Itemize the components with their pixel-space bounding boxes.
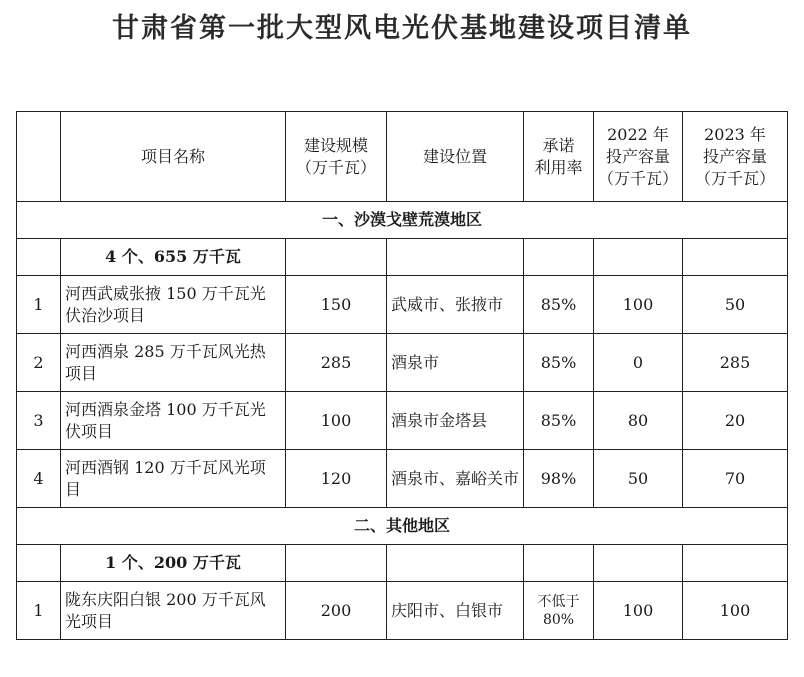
project-name: 河西武威张掖 150 万千瓦光伏治沙项目 (61, 276, 286, 334)
project-rate: 85% (524, 334, 594, 392)
header-2023-line1: 2023 年 (704, 124, 766, 144)
section-summary: 4 个、655 万千瓦 (61, 239, 286, 276)
table-header-row (17, 112, 788, 202)
summary-empty-cell (17, 545, 61, 582)
capacity-2023: 100 (683, 582, 788, 640)
section-summary: 1 个、200 万千瓦 (61, 545, 286, 582)
project-scale: 200 (286, 582, 387, 640)
summary-empty-cell (594, 239, 683, 276)
project-list-table (16, 111, 788, 640)
header-2022 (594, 112, 683, 202)
section-title-row (17, 202, 788, 239)
summary-empty-cell (524, 545, 594, 582)
header-rate (524, 112, 594, 202)
project-name: 河西酒泉 285 万千瓦风光热项目 (61, 334, 286, 392)
project-location: 酒泉市 (387, 334, 524, 392)
capacity-2022: 0 (594, 334, 683, 392)
header-rate-line1: 承诺 (542, 135, 575, 155)
header-scale-line1: 建设规模 (303, 135, 368, 155)
summary-empty-cell (683, 239, 788, 276)
project-name: 陇东庆阳白银 200 万千瓦风光项目 (61, 582, 286, 640)
header-2023 (683, 112, 788, 202)
document-title: 甘肃省第一批大型风电光伏基地建设项目清单 (112, 13, 692, 44)
capacity-2022: 100 (594, 582, 683, 640)
project-rate-line2: 80% (542, 611, 575, 628)
header-location: 建设位置 (387, 112, 524, 202)
row-number: 4 (17, 450, 61, 508)
capacity-2023: 285 (683, 334, 788, 392)
capacity-2022: 100 (594, 276, 683, 334)
section-title: 一、沙漠戈壁荒漠地区 (17, 202, 788, 239)
header-2023-line2: 投产容量 (702, 146, 767, 166)
summary-empty-cell (594, 545, 683, 582)
row-number: 1 (17, 276, 61, 334)
summary-empty-cell (387, 239, 524, 276)
summary-empty-cell (286, 239, 387, 276)
summary-empty-cell (286, 545, 387, 582)
header-scale-line2: （万千瓦） (295, 157, 376, 177)
header-2023-line3: （万千瓦） (694, 168, 775, 188)
project-scale: 150 (286, 276, 387, 334)
project-scale: 285 (286, 334, 387, 392)
row-number: 2 (17, 334, 61, 392)
summary-empty-cell (683, 545, 788, 582)
project-location: 武威市、张掖市 (387, 276, 524, 334)
header-2022-line1: 2022 年 (607, 124, 669, 144)
header-2022-line3: （万千瓦） (598, 168, 679, 188)
project-location: 酒泉市、嘉峪关市 (387, 450, 524, 508)
table-row (17, 276, 788, 334)
header-scale (286, 112, 387, 202)
header-2022-line2: 投产容量 (605, 146, 670, 166)
section-summary-row (17, 545, 788, 582)
project-rate: 98% (524, 450, 594, 508)
header-index (17, 112, 61, 202)
capacity-2023: 20 (683, 392, 788, 450)
capacity-2023: 70 (683, 450, 788, 508)
project-name: 河西酒钢 120 万千瓦风光项目 (61, 450, 286, 508)
project-location: 酒泉市金塔县 (387, 392, 524, 450)
project-scale: 100 (286, 392, 387, 450)
table-row (17, 450, 788, 508)
project-rate (524, 582, 594, 640)
project-rate: 85% (524, 392, 594, 450)
table-row (17, 582, 788, 640)
capacity-2022: 50 (594, 450, 683, 508)
project-name: 河西酒泉金塔 100 万千瓦光伏项目 (61, 392, 286, 450)
project-rate: 85% (524, 276, 594, 334)
project-rate-line1: 不低于 (537, 593, 580, 610)
capacity-2022: 80 (594, 392, 683, 450)
header-name: 项目名称 (61, 112, 286, 202)
summary-empty-cell (524, 239, 594, 276)
section-title: 二、其他地区 (17, 508, 788, 545)
summary-empty-cell (17, 239, 61, 276)
row-number: 1 (17, 582, 61, 640)
project-scale: 120 (286, 450, 387, 508)
section-summary-row (17, 239, 788, 276)
table-row (17, 392, 788, 450)
project-location: 庆阳市、白银市 (387, 582, 524, 640)
row-number: 3 (17, 392, 61, 450)
capacity-2023: 50 (683, 276, 788, 334)
table-row (17, 334, 788, 392)
section-title-row (17, 508, 788, 545)
summary-empty-cell (387, 545, 524, 582)
header-rate-line2: 利用率 (534, 157, 583, 177)
